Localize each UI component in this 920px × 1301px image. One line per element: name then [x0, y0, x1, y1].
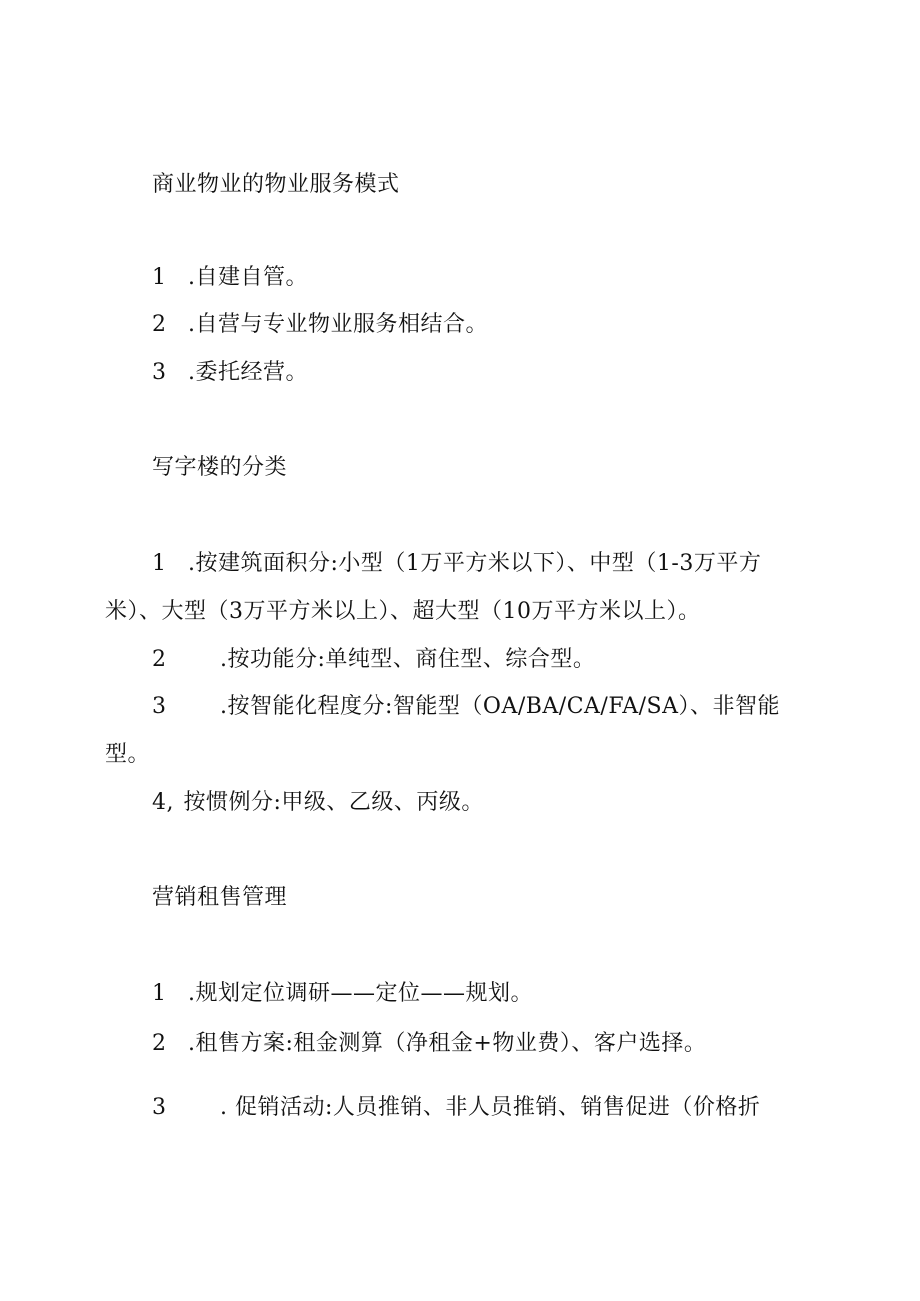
item-text: .租售方案:租金测算（净租金+物业费）、客户选择。	[188, 1031, 707, 1056]
item-number: 2	[152, 1031, 167, 1056]
list-item	[152, 358, 308, 388]
list-item	[152, 549, 761, 579]
item-text: .按功能分:单纯型、商住型、综合型。	[220, 647, 596, 672]
item-number: 1	[152, 981, 167, 1006]
item-text: 按惯例分:甲级、乙级、丙级。	[183, 790, 484, 815]
section-heading: 写字楼的分类	[152, 455, 288, 480]
section-heading: 商业物业的物业服务模式	[152, 172, 400, 197]
item-number: 2	[152, 647, 167, 672]
item-text: . 促销活动:人员推销、非人员推销、销售促进（价格折	[220, 1095, 761, 1120]
section-heading: 营销租售管理	[152, 885, 288, 910]
item-text: .按智能化程度分:智能型（OA/BA/CA/FA/SA）、非智能	[220, 694, 780, 719]
list-item	[152, 1093, 760, 1123]
list-item	[152, 1029, 706, 1059]
item-text: .按建筑面积分:小型（1万平方米以下）、中型（1-3万平方	[188, 551, 762, 576]
item-text: .规划定位调研——定位——规划。	[188, 981, 533, 1006]
item-number: 1	[152, 265, 167, 290]
list-item-continuation: 型。	[105, 742, 151, 767]
item-text: .委托经营。	[188, 360, 308, 385]
list-item	[152, 645, 595, 675]
item-number: 4,	[152, 790, 174, 815]
item-text: .自营与专业物业服务相结合。	[188, 312, 488, 337]
item-number: 3	[152, 360, 167, 385]
list-item	[152, 263, 308, 293]
item-number: 2	[152, 312, 167, 337]
list-item	[152, 692, 780, 722]
item-number: 1	[152, 551, 167, 576]
item-text: .自建自管。	[188, 265, 308, 290]
list-item	[152, 979, 533, 1009]
item-number: 3	[152, 1095, 167, 1120]
list-item	[152, 310, 488, 340]
list-item-continuation: 米）、大型（3万平方米以上）、超大型（10万平方米以上）。	[105, 599, 701, 624]
list-item	[152, 788, 484, 818]
item-number: 3	[152, 694, 167, 719]
